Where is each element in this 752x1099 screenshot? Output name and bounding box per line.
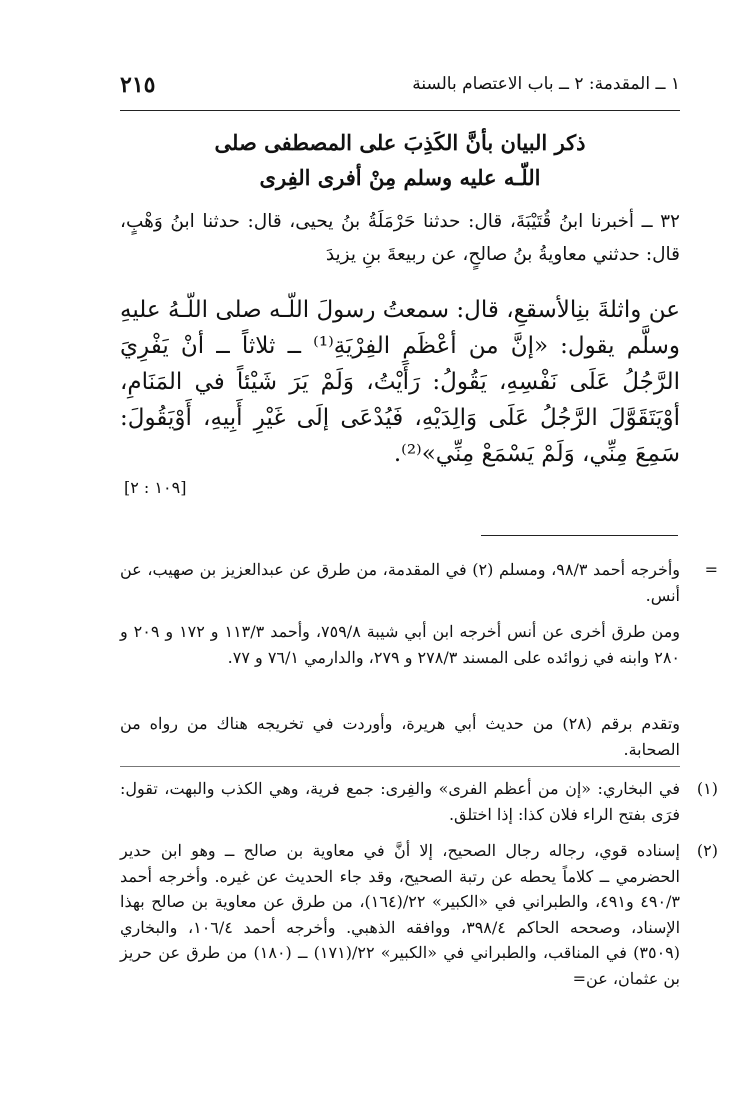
footnote-continuation-3	[120, 711, 718, 762]
footnote-1	[120, 776, 718, 827]
running-title: ١ ــ المقدمة: ٢ ــ باب الاعتصام بالسنة	[412, 74, 680, 94]
hadith-reference: [١٠٩ : ٢]	[124, 478, 187, 497]
footnote-continuation	[120, 557, 718, 608]
heading-line-2: اللّـه عليه وسلم مِنْ أفرى الفِرى	[259, 165, 541, 190]
hadith-matn: عن واثلةَ بنِالأسقعِ، قال: سمعتُ رسولَ اللّـه صلى اللّـهُ عليهِ وسلَّم يقول: «إنَّ من أعْظَمِ الفِرْيَةِ⁽¹⁾ ــ ثلاثاً ــ أنْ يَفْرِيَ الرَّجُلُ عَلَى نَفْسِهِ، يَقُولُ: رَأَيْتُ، وَلَمْ يَرَ شَيْئاً في المَنَامِ، أوْيَتَقَوَّلَ الرَّجُلُ عَلَى وَالِدَيْهِ، فَيُدْعَى إلَى غَيْرِ أَبِيهِ، أَوْيَقُولَ: سَمِعَ مِنِّي، وَلَمْ يَسْمَعْ مِنِّي»⁽²⁾.	[120, 297, 680, 467]
continuation-line-3: وتقدم برقم (٢٨) من حديث أبي هريرة، وأوردت في تخريجه هناك من رواه من الصحابة.	[120, 714, 681, 759]
hadith-isnad: ٣٢ ــ أخبرنا ابنُ قُتَيْبَةَ، قال: حدثنا حَرْمَلَةُ بنُ يحيى، قال: حدثنا ابنُ وَهْبٍ، قال: حدثني معاويةُ بنُ صالحٍ، عن ربيعةَ بنِ يزيدَ	[120, 211, 680, 265]
footnote-1-text: في البخاري: «إن من أعظم الفرى» والفِرى: جمع فرية، وهي الكذب والبهت، تقول: فرَى بفتح الراء فلان كذا: إذا اختلق.	[120, 779, 680, 824]
footnote-2-marker: (٢)	[696, 841, 718, 860]
heading-line-1: ذكر البيان بأنَّ الكَذِبَ على المصطفى صلى	[214, 130, 586, 155]
page-number: ٢١٥	[120, 72, 156, 98]
footnote-divider	[120, 766, 680, 767]
footnote-2	[120, 838, 718, 991]
continuation-line-1: وأخرجه أحمد ٩٨/٣، ومسلم (٢) في المقدمة، من طرق عن عبدالعزيز بن صهيب، عن أنس.	[120, 560, 681, 605]
header-rule	[120, 110, 680, 111]
continuation-marker: =	[704, 560, 718, 579]
continuation-line-2: ومن طرق أخرى عن أنس أخرجه ابن أبي شيبة ٧٥٩/٨، وأحمد ١١٣/٣ و ١٧٢ و ٢٠٩ و ٢٨٠ وابنه في زوائده على المسند ٢٧٨/٣ و ٢٧٩، والدارمي ٧٦/١ و ٧٧.	[120, 622, 681, 667]
footnote-1-marker: (١)	[696, 779, 718, 798]
chapter-heading	[120, 125, 680, 195]
page-header	[120, 74, 680, 104]
footnote-separator	[481, 535, 678, 536]
footnote-2-text: إسناده قوي، رجاله رجال الصحيح، إلا أنَّ في معاوية بن صالح ــ وهو ابن حدير الحضرمي ــ كلاماً يحطه عن رتبة الصحيح، وقد جاء الحديث عن غيره. وأخرجه أحمد ٤٩٠/٣ و٤٩١، والطبراني في «الكبير» ٢٢/(١٦٤)، من طرق عن معاوية بن صالح بهذا الإسناد، وصححه الحاكم ٣٩٨/٤، ووافقه الذهبي. وأخرجه أحمد ١٠٦/٤، والبخاري (٣٥٠٩) في المناقب، والطبراني في «الكبير» ٢٢/(١٧١) ــ (١٨٠) من طرق عن حريز بن عثمان، عن=	[120, 841, 681, 988]
footnote-continuation-2	[120, 619, 718, 670]
